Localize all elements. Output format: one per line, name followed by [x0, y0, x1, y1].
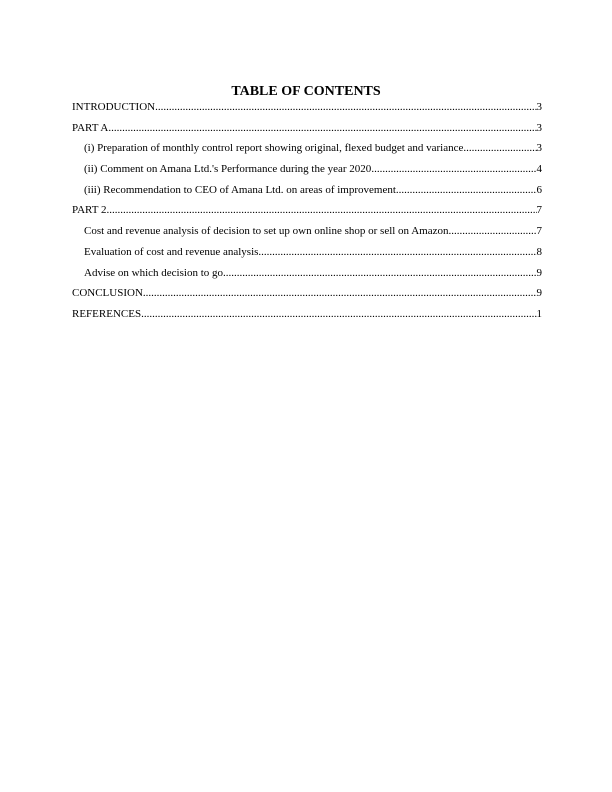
- toc-dot-leader: [258, 245, 536, 259]
- toc-page-number: 3: [536, 101, 542, 113]
- toc-page-number: 4: [536, 163, 542, 176]
- toc-dot-leader: [371, 162, 536, 176]
- toc-entry-evaluation[interactable]: [72, 245, 542, 266]
- toc-page-number: 8: [536, 245, 542, 258]
- toc-page-number: 3: [536, 121, 542, 134]
- toc-dot-leader: [448, 224, 536, 238]
- toc-page-number: 9: [536, 287, 542, 300]
- toc-entry-part-a[interactable]: [72, 121, 542, 142]
- toc-dot-leader: [108, 121, 536, 135]
- toc-entry-conclusion[interactable]: [72, 286, 542, 307]
- toc-entry-text: (i) Preparation of monthly control report showing original, flexed budget and variance: [84, 142, 464, 155]
- toc-page-number: 7: [536, 225, 542, 238]
- toc-page-number: 1: [536, 307, 542, 320]
- toc-entry-part-2[interactable]: [72, 203, 542, 224]
- toc-entry-text: Cost and revenue analysis of decision to set up own online shop or sell on Amazon: [84, 225, 449, 238]
- toc-title: TABLE OF CONTENTS: [231, 84, 381, 99]
- toc-entry-comment-performance[interactable]: [72, 162, 542, 183]
- toc-dot-leader: [107, 203, 537, 217]
- toc-entry-text: PART 2: [72, 204, 107, 217]
- toc-entry-monthly-control-report[interactable]: [72, 141, 542, 162]
- toc-dot-leader: [463, 141, 536, 155]
- toc-page-number: 6: [536, 183, 542, 196]
- toc-entry-recommendation[interactable]: [72, 183, 542, 204]
- toc-entry-text: PART A: [72, 121, 109, 134]
- toc-entry-introduction[interactable]: [72, 100, 542, 121]
- toc-entry-references[interactable]: [72, 307, 542, 328]
- toc-entry-text: (iii) Recommendation to CEO of Amana Ltd. on areas of improvement: [84, 183, 396, 196]
- toc-dot-leader: [223, 266, 536, 280]
- toc-dot-leader: [141, 307, 536, 321]
- toc-page-number: 9: [536, 266, 542, 279]
- toc-entry-text: INTRODUCTION: [72, 101, 156, 113]
- toc-dot-leader: [155, 100, 536, 114]
- toc-page-number: 3: [536, 142, 542, 155]
- toc-list: [72, 100, 542, 328]
- toc-page-number: 7: [536, 204, 542, 217]
- toc-entry-cost-revenue-analysis[interactable]: [72, 224, 542, 245]
- toc-entry-advise-decision[interactable]: [72, 266, 542, 287]
- toc-dot-leader: [143, 286, 537, 300]
- toc-entry-text: Evaluation of cost and revenue analysis: [84, 245, 259, 258]
- toc-dot-leader: [396, 183, 537, 197]
- toc-entry-text: REFERENCES: [72, 307, 142, 320]
- toc-entry-text: CONCLUSION: [72, 287, 143, 300]
- toc-entry-text: Advise on which decision to go: [84, 266, 224, 279]
- toc-entry-text: (ii) Comment on Amana Ltd.'s Performance during the year 2020: [84, 163, 372, 176]
